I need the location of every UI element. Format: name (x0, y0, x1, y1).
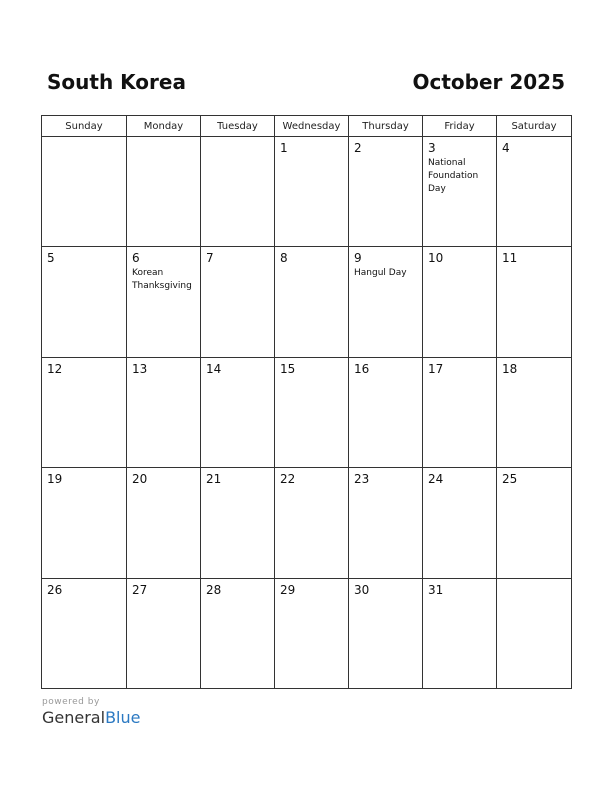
day-number: 17 (428, 361, 444, 376)
day-cell (497, 137, 572, 247)
day-cell (349, 578, 423, 688)
day-number: 18 (502, 361, 518, 376)
week-row (42, 468, 572, 578)
day-cell (497, 357, 572, 467)
brand-general-text: General (42, 708, 106, 727)
day-number: 23 (354, 472, 370, 487)
day-cell (497, 247, 572, 357)
powered-by-label: powered by (42, 697, 100, 707)
day-number: 7 (206, 251, 214, 266)
day-cell (127, 578, 201, 688)
weekday-monday: Monday (127, 116, 201, 137)
day-cell (42, 357, 127, 467)
day-cell (423, 578, 497, 688)
day-cell (275, 137, 349, 247)
day-cell (275, 468, 349, 578)
day-number: 10 (428, 251, 444, 266)
day-cell (349, 137, 423, 247)
weekday-tuesday: Tuesday (201, 116, 275, 137)
month-year-title: October 2025 (412, 70, 565, 94)
day-number: 27 (132, 582, 148, 597)
day-number: 4 (502, 141, 510, 155)
day-cell (201, 468, 275, 578)
day-cell (127, 247, 201, 357)
day-number: 24 (428, 472, 444, 487)
holiday-label: National Foundation Day (428, 158, 479, 194)
day-cell (42, 137, 127, 247)
day-number: 3 (428, 141, 436, 155)
week-row (42, 247, 572, 357)
day-number: 13 (132, 361, 148, 376)
day-number: 15 (280, 361, 296, 376)
week-row (42, 137, 572, 247)
week-row (42, 578, 572, 688)
day-number: 8 (280, 251, 288, 266)
day-number: 20 (132, 472, 148, 487)
holiday-label: Korean Thanksgiving (132, 268, 192, 292)
week-row (42, 357, 572, 467)
weekday-thursday: Thursday (349, 116, 423, 137)
day-cell (127, 357, 201, 467)
day-cell (275, 357, 349, 467)
calendar-grid (41, 115, 572, 689)
day-number: 29 (280, 582, 296, 597)
day-cell (42, 468, 127, 578)
day-cell (423, 357, 497, 467)
day-number: 12 (47, 361, 63, 376)
day-cell (349, 247, 423, 357)
day-cell (201, 357, 275, 467)
weekday-saturday: Saturday (497, 116, 572, 137)
day-number: 6 (132, 251, 140, 266)
brand-blue-text: Blue (105, 708, 141, 727)
country-title: South Korea (47, 70, 186, 94)
day-number: 9 (354, 251, 362, 266)
weekday-sunday: Sunday (42, 116, 127, 137)
day-number: 14 (206, 361, 222, 376)
day-cell (423, 247, 497, 357)
holiday-label: Hangul Day (354, 268, 407, 279)
day-cell (275, 247, 349, 357)
day-cell (497, 468, 572, 578)
day-number: 22 (280, 472, 296, 487)
day-number: 2 (354, 141, 362, 155)
day-number: 1 (280, 141, 288, 155)
day-cell (201, 578, 275, 688)
day-number: 19 (47, 472, 63, 487)
weekday-header-row (42, 116, 572, 137)
day-cell (349, 468, 423, 578)
day-cell (201, 137, 275, 247)
day-cell (497, 578, 572, 688)
footer-branding (42, 697, 140, 727)
generalblue-logo[interactable] (42, 708, 140, 727)
day-number: 28 (206, 582, 222, 597)
day-number: 5 (47, 251, 55, 266)
day-cell (42, 578, 127, 688)
day-number: 30 (354, 582, 370, 597)
day-cell (423, 468, 497, 578)
day-cell (42, 247, 127, 357)
day-cell (349, 357, 423, 467)
day-cell (275, 578, 349, 688)
day-cell (201, 247, 275, 357)
day-number: 26 (47, 582, 63, 597)
day-cell (127, 468, 201, 578)
weekday-wednesday: Wednesday (275, 116, 349, 137)
day-cell (127, 137, 201, 247)
weekday-friday: Friday (423, 116, 497, 137)
day-number: 11 (502, 251, 518, 266)
day-number: 16 (354, 361, 370, 376)
day-number: 31 (428, 582, 444, 597)
day-number: 25 (502, 472, 518, 487)
day-number: 21 (206, 472, 222, 487)
day-cell (423, 137, 497, 247)
